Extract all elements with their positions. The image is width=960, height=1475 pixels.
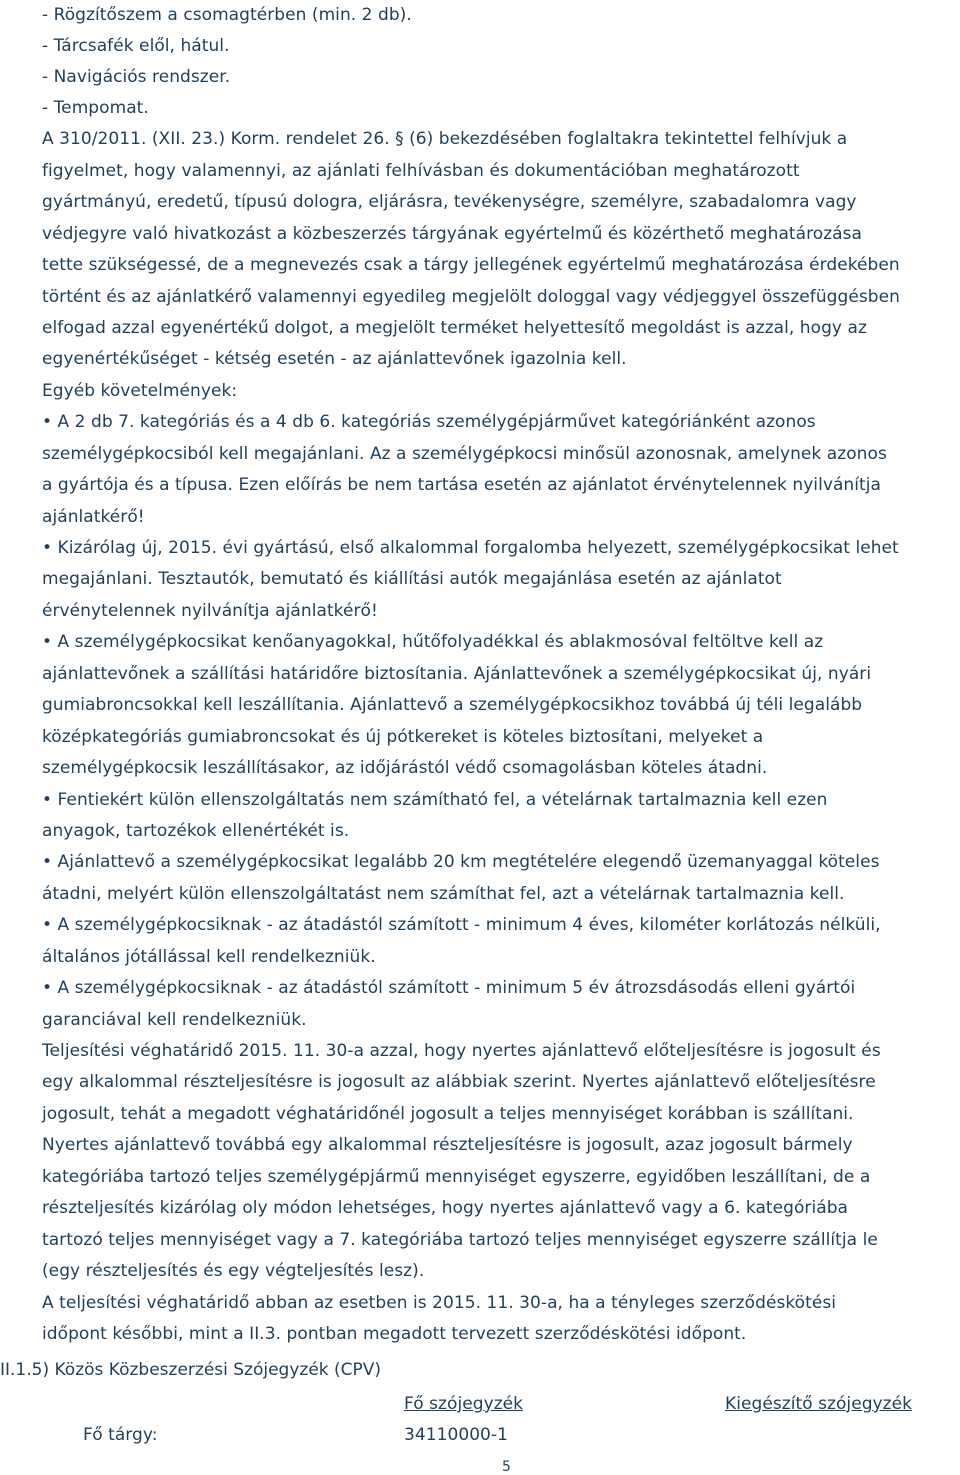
cpv-supplementary-vocabulary-header: Kiegészítő szójegyzék: [725, 1394, 913, 1414]
text-line: részteljesítés kizárólag oly módon lehetséges, hogy nyertes ajánlattevő vagy a 6. kategóriába: [42, 1198, 849, 1218]
text-line: elfogad azzal egyenértékű dolgot, a megjelölt terméket helyettesítő megoldást is azzal, hogy az: [42, 318, 867, 338]
text-line: ajánlatkérő!: [42, 507, 145, 527]
text-line: középkategóriás gumiabroncsokat és új pótkereket is köteles biztosítani, melyeket a: [42, 727, 764, 747]
text-line: ajánlattevőnek a szállítási határidőre biztosítania. Ajánlattevőnek a személygépkocsikat új, nyári: [42, 664, 872, 684]
text-line: gyártmányú, eredetű, típusú dologra, eljárásra, tevékenységre, személyre, szabadalomra vagy: [42, 192, 857, 212]
text-line: megajánlani. Tesztautók, bemutató és kiállítási autók megajánlása esetén az ajánlatot: [42, 569, 782, 589]
cpv-main-object-label: Fő tárgy:: [83, 1425, 158, 1445]
text-line: a gyártója és a típusa. Ezen előírás be nem tartása esetén az ajánlatot érvénytelennek nyilvánítja: [42, 475, 881, 495]
text-line: - Tempomat.: [42, 98, 149, 118]
text-line: (egy részteljesítés és egy végteljesítés lesz).: [42, 1261, 425, 1281]
cpv-main-vocabulary-header: Fő szójegyzék: [404, 1394, 524, 1414]
text-line: - Navigációs rendszer.: [42, 67, 231, 87]
bullet-line: • A személygépkocsiknak - az átadástól számított - minimum 5 év átrozsdásodás elleni gyártói: [42, 978, 856, 998]
text-line: személygépkocsik leszállításakor, az időjárástól védő csomagolásban köteles átadni.: [42, 758, 768, 778]
text-line: figyelmet, hogy valamennyi, az ajánlati felhívásban és dokumentációban meghatározott: [42, 161, 800, 181]
subheading: Egyéb követelmények:: [42, 381, 238, 401]
text-line: - Tárcsafék elől, hátul.: [42, 36, 230, 56]
text-line: személygépkocsiból kell megajánlani. Az a személygépkocsi minősül azonosnak, amelynek azonos: [42, 444, 887, 464]
text-line: időpont későbbi, mint a II.3. pontban megadott tervezett szerződéskötési időpont.: [42, 1324, 747, 1344]
bullet-line: • Ajánlattevő a személygépkocsikat legalább 20 km megtételére elegendő üzemanyaggal köteles: [42, 852, 880, 872]
cpv-main-object-code: 34110000-1: [404, 1425, 508, 1445]
text-line: általános jótállással kell rendelkezniük.: [42, 947, 376, 967]
bullet-line: • Fentiekért külön ellenszolgáltatás nem számítható fel, a vételárnak tartalmaznia kell ezen: [42, 790, 828, 810]
text-line: - Rögzítőszem a csomagtérben (min. 2 db).: [42, 5, 412, 25]
section-heading: II.1.5) Közös Közbeszerzési Szójegyzék (CPV): [0, 1360, 382, 1380]
text-line: A teljesítési véghatáridő abban az esetben is 2015. 11. 30-a, ha a tényleges szerződéskötési: [42, 1293, 837, 1313]
text-line: átadni, melyért külön ellenszolgáltatást nem számíthat fel, azt a vételárnak tartalmaznia kell.: [42, 884, 845, 904]
bullet-line: • A 2 db 7. kategóriás és a 4 db 6. kategóriás személygépjárművet kategóriánként azonos: [42, 412, 816, 432]
text-line: kategóriába tartozó teljes személygépjármű mennyiséget egyszerre, egyidőben leszállítani, de a: [42, 1167, 871, 1187]
bullet-line: • A személygépkocsikat kenőanyagokkal, hűtőfolyadékkal és ablakmosóval feltöltve kell az: [42, 632, 824, 652]
text-line: Nyertes ajánlattevő továbbá egy alkalommal részteljesítésre is jogosult, azaz jogosult bármely: [42, 1135, 853, 1155]
text-line: tartozó teljes mennyiséget vagy a 7. kategóriába tartozó teljes mennyiséget egyszerre szállítja le: [42, 1230, 878, 1250]
text-line: garanciával kell rendelkezniük.: [42, 1010, 307, 1030]
text-line: egyenértékűséget - kétség esetén - az ajánlattevőnek igazolnia kell.: [42, 349, 627, 369]
text-line: tette szükségessé, de a megnevezés csak a tárgy jellegének egyértelmű meghatározása érdekében: [42, 255, 900, 275]
page-number: 5: [502, 1459, 511, 1475]
text-line: A 310/2011. (XII. 23.) Korm. rendelet 26. § (6) bekezdésében foglaltakra tekintettel felhívjuk a: [42, 129, 848, 149]
text-line: védjegyre való hivatkozást a közbeszerzés tárgyának egyértelmű és közérthető meghatározása: [42, 224, 863, 244]
text-line: történt és az ajánlatkérő valamennyi egyedileg megjelölt dologgal vagy védjeggyel összefüggésben: [42, 287, 900, 307]
text-line: jogosult, tehát a megadott véghatáridőnél jogosult a teljes mennyiséget korábban is szállítani.: [42, 1104, 854, 1124]
text-line: egy alkalommal részteljesítésre is jogosult az alábbiak szerint. Nyertes ajánlattevő előteljesítésre: [42, 1072, 876, 1092]
text-line: Teljesítési véghatáridő 2015. 11. 30-a azzal, hogy nyertes ajánlattevő előteljesítésre is jogosult és: [42, 1041, 881, 1061]
text-line: érvénytelennek nyilvánítja ajánlatkérő!: [42, 601, 378, 621]
text-line: gumiabroncsokkal kell leszállítania. Ajánlattevő a személygépkocsikhoz továbbá új téli legalább: [42, 695, 863, 715]
bullet-line: • Kizárólag új, 2015. évi gyártású, első alkalommal forgalomba helyezett, személygépkocsikat lehet: [42, 538, 899, 558]
text-line: anyagok, tartozékok ellenértékét is.: [42, 821, 350, 841]
bullet-line: • A személygépkocsiknak - az átadástól számított - minimum 4 éves, kilométer korlátozás nélküli,: [42, 915, 881, 935]
